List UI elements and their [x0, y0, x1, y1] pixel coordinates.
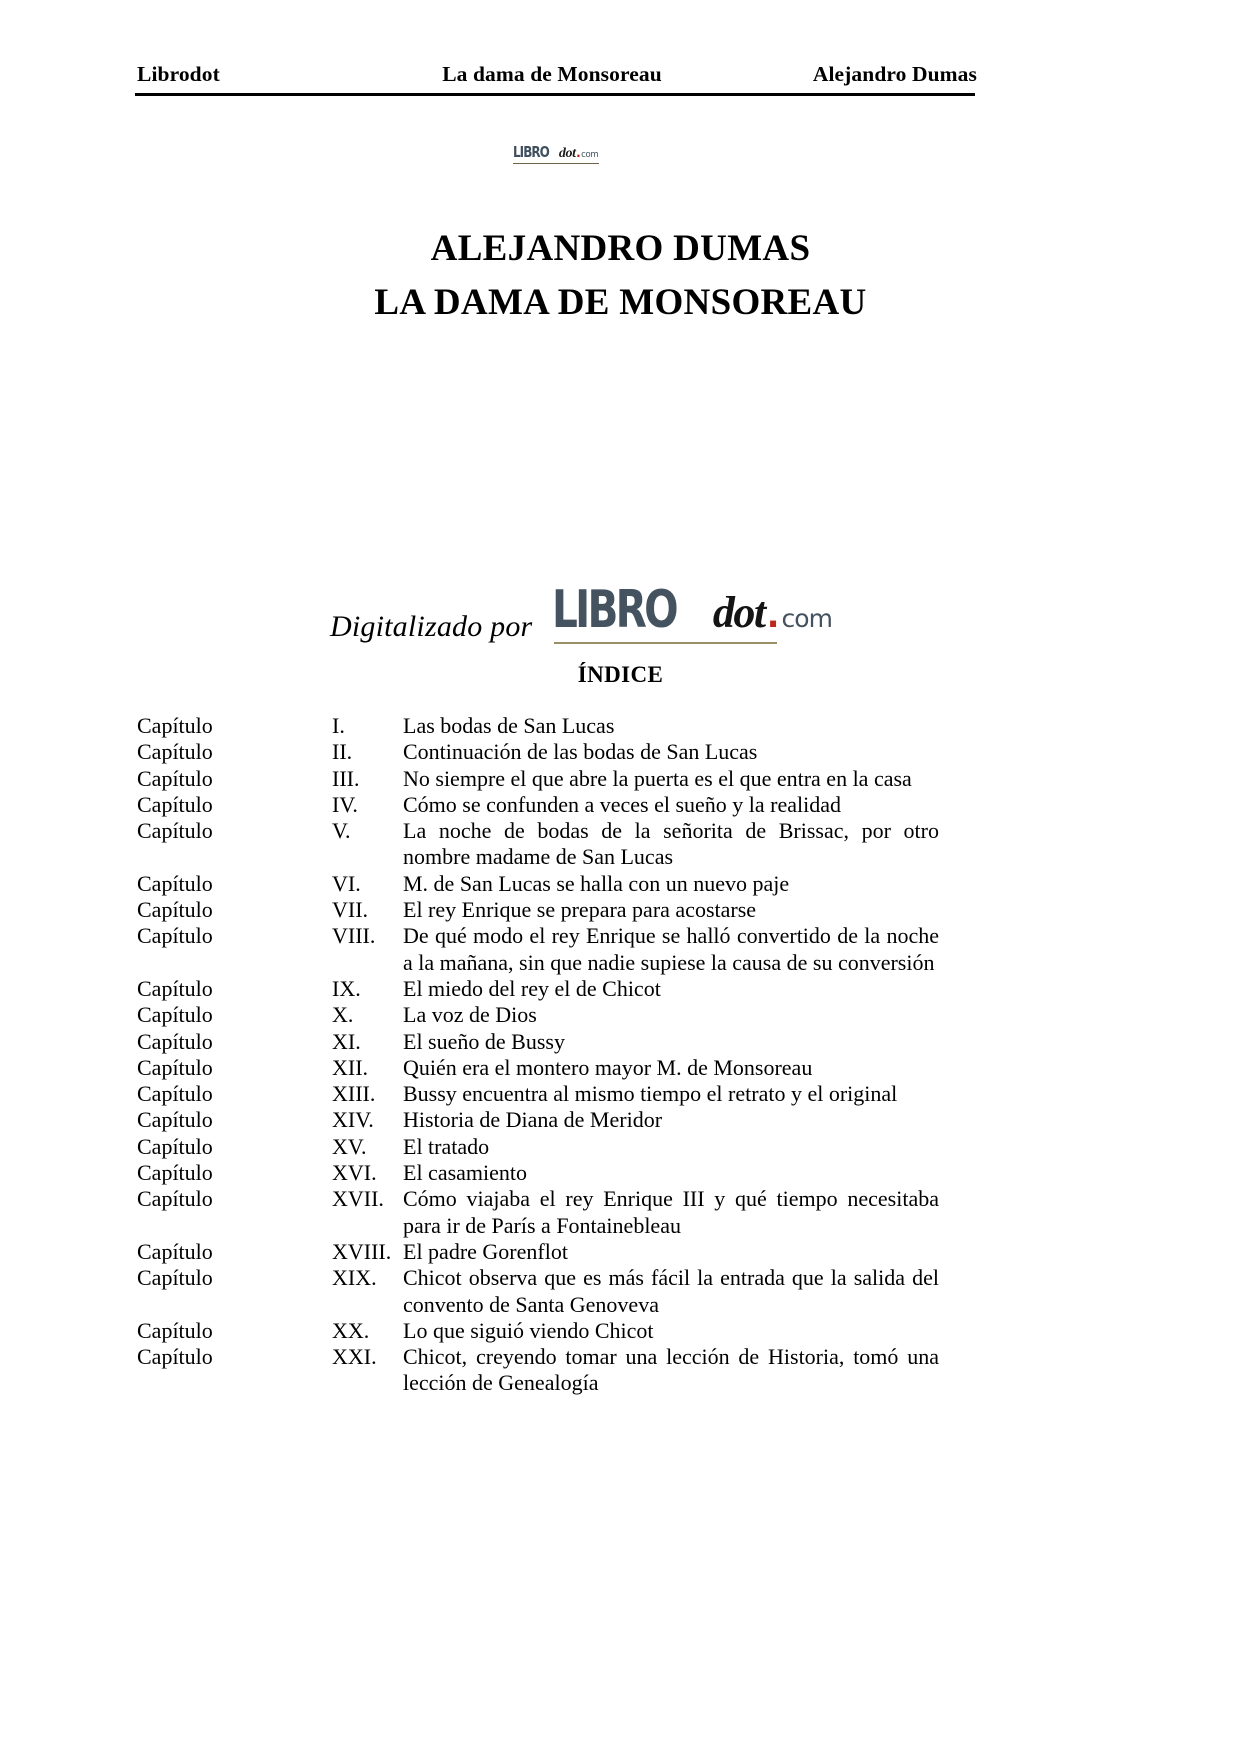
toc-chapter-number: XV. [332, 1133, 367, 1159]
toc-chapter-number: I. [332, 713, 345, 738]
toc-chapter-word: Capítulo [137, 897, 213, 923]
header-divider-rule [135, 93, 975, 96]
toc-chapter-number: V. [332, 818, 351, 844]
toc-chapter-word: Capítulo [137, 870, 213, 896]
toc-chapter-word: Capítulo [137, 739, 213, 765]
logo-underline [554, 642, 777, 644]
toc-chapter-word: Capítulo [137, 923, 213, 949]
header-book-title: La dama de Monsoreau [442, 62, 662, 86]
toc-chapter-word: Capítulo [137, 1107, 213, 1133]
logo-dot-text: dot [712, 588, 765, 637]
toc-entry[interactable] [137, 739, 939, 765]
toc-chapter-title: El tratado [403, 1133, 490, 1159]
toc-chapter-title: Chicot, creyendo tomar una lección de Historia, tomó una lección de Genealogía [403, 1344, 939, 1396]
toc-chapter-title: Continuación de las bodas de San Lucas [403, 739, 758, 765]
toc-chapter-word: Capítulo [137, 1160, 213, 1186]
digitized-by-block [330, 560, 910, 650]
mini-logo-com-text: com [581, 150, 599, 160]
toc-chapter-title: Historia de Diana de Meridor [403, 1107, 663, 1133]
toc-chapter-word: Capítulo [137, 1002, 213, 1028]
logo-period-icon: . [766, 596, 780, 636]
librodot-logo [552, 580, 832, 640]
mini-logo-dot-text: dot [558, 146, 576, 161]
toc-entry[interactable] [137, 818, 939, 871]
toc-chapter-title: Cómo viajaba el rey Enrique III y qué tiempo necesitaba para ir de París a Fontainebleau [403, 1186, 939, 1238]
digitized-by-label: Digitalizado por [330, 610, 533, 643]
toc-chapter-number: II. [332, 739, 353, 765]
table-of-contents [137, 713, 939, 1397]
toc-chapter-word: Capítulo [137, 1238, 213, 1264]
toc-chapter-title: La voz de Dios [403, 1002, 537, 1028]
toc-chapter-number: VI. [332, 870, 361, 896]
toc-chapter-title: El rey Enrique se prepara para acostarse [403, 897, 757, 923]
toc-chapter-title: Las bodas de San Lucas [403, 713, 615, 738]
toc-chapter-title: La noche de bodas de la señorita de Brissac, por otro nombre madame de San Lucas [403, 818, 939, 870]
toc-chapter-word: Capítulo [137, 1028, 213, 1054]
toc-chapter-title: Bussy encuentra al mismo tiempo el retrato y el original [403, 1081, 898, 1107]
toc-entry[interactable] [137, 1002, 939, 1028]
toc-chapter-word: Capítulo [137, 1344, 213, 1370]
toc-entry[interactable] [137, 766, 939, 792]
toc-chapter-number: XVI. [332, 1160, 377, 1186]
toc-entry[interactable] [137, 1239, 939, 1265]
toc-entry[interactable] [137, 713, 939, 739]
toc-entry[interactable] [137, 1265, 939, 1318]
toc-chapter-title: M. de San Lucas se halla con un nuevo paje [403, 870, 790, 896]
toc-chapter-title: De qué modo el rey Enrique se halló convertido de la noche a la mañana, sin que nadie supiese la causa de su conversión [403, 923, 939, 975]
toc-chapter-word: Capítulo [137, 1317, 213, 1343]
toc-chapter-number: XVIII. [332, 1238, 392, 1264]
toc-entry[interactable] [137, 792, 939, 818]
logo-com-text: com [781, 604, 832, 633]
toc-chapter-title: Chicot observa que es más fácil la entrada que la salida del convento de Santa Genoveva [403, 1265, 939, 1317]
toc-chapter-number: X. [332, 1002, 354, 1028]
mini-logo-underline [513, 163, 599, 164]
toc-chapter-title: No siempre el que abre la puerta es el que entra en la casa [403, 765, 912, 791]
header-site-name: Librodot [137, 62, 220, 86]
title-work: LA DAMA DE MONSOREAU [374, 282, 867, 323]
toc-entry[interactable] [137, 897, 939, 923]
toc-entry[interactable] [137, 976, 939, 1002]
toc-chapter-number: XXI. [332, 1344, 377, 1370]
toc-chapter-word: Capítulo [137, 713, 213, 738]
toc-entry[interactable] [137, 1160, 939, 1186]
toc-chapter-number: IV. [332, 791, 358, 817]
toc-chapter-title: Lo que siguió viendo Chicot [403, 1317, 654, 1343]
toc-chapter-number: XIII. [332, 1081, 376, 1107]
toc-chapter-number: XVII. [332, 1186, 384, 1212]
mini-logo-libro-text: LIBRO [513, 143, 549, 161]
toc-entry[interactable] [137, 1055, 939, 1081]
toc-chapter-number: III. [332, 765, 360, 791]
toc-entry[interactable] [137, 1318, 939, 1344]
header-author-name: Alejandro Dumas [812, 62, 977, 86]
title-block [0, 222, 1241, 330]
toc-chapter-title: Cómo se confunden a veces el sueño y la realidad [403, 791, 842, 817]
toc-entry[interactable] [137, 923, 939, 976]
toc-chapter-word: Capítulo [137, 1265, 213, 1291]
toc-chapter-word: Capítulo [137, 975, 213, 1001]
toc-chapter-word: Capítulo [137, 791, 213, 817]
toc-entry[interactable] [137, 1134, 939, 1160]
toc-chapter-number: VIII. [332, 923, 376, 949]
toc-entry[interactable] [137, 1029, 939, 1055]
toc-chapter-word: Capítulo [137, 1133, 213, 1159]
toc-chapter-number: XIV. [332, 1107, 374, 1133]
toc-chapter-title: El miedo del rey el de Chicot [403, 975, 661, 1001]
toc-chapter-number: XI. [332, 1028, 361, 1054]
toc-entry[interactable] [137, 1186, 939, 1239]
title-author: ALEJANDRO DUMAS [430, 228, 811, 269]
toc-chapter-title: El sueño de Bussy [403, 1028, 565, 1054]
toc-chapter-word: Capítulo [137, 818, 213, 844]
toc-chapter-number: XII. [332, 1054, 369, 1080]
running-header [137, 62, 977, 87]
toc-entry[interactable] [137, 1344, 939, 1397]
index-heading: ÍNDICE [577, 662, 664, 687]
toc-chapter-word: Capítulo [137, 1081, 213, 1107]
toc-chapter-word: Capítulo [137, 765, 213, 791]
toc-chapter-title: Quién era el montero mayor M. de Monsoreau [403, 1054, 813, 1080]
librodot-mini-logo [513, 145, 598, 161]
toc-chapter-number: VII. [332, 897, 369, 923]
toc-chapter-number: IX. [332, 975, 361, 1001]
toc-entry[interactable] [137, 1081, 939, 1107]
toc-entry[interactable] [137, 871, 939, 897]
toc-entry[interactable] [137, 1107, 939, 1133]
toc-chapter-title: El casamiento [403, 1160, 528, 1186]
toc-chapter-number: XX. [332, 1317, 370, 1343]
logo-libro-text: LIBRO [552, 580, 676, 640]
toc-chapter-number: XIX. [332, 1265, 377, 1291]
toc-chapter-word: Capítulo [137, 1054, 213, 1080]
toc-chapter-word: Capítulo [137, 1186, 213, 1212]
mini-logo-period-icon: . [576, 146, 581, 160]
toc-chapter-title: El padre Gorenflot [403, 1238, 568, 1264]
